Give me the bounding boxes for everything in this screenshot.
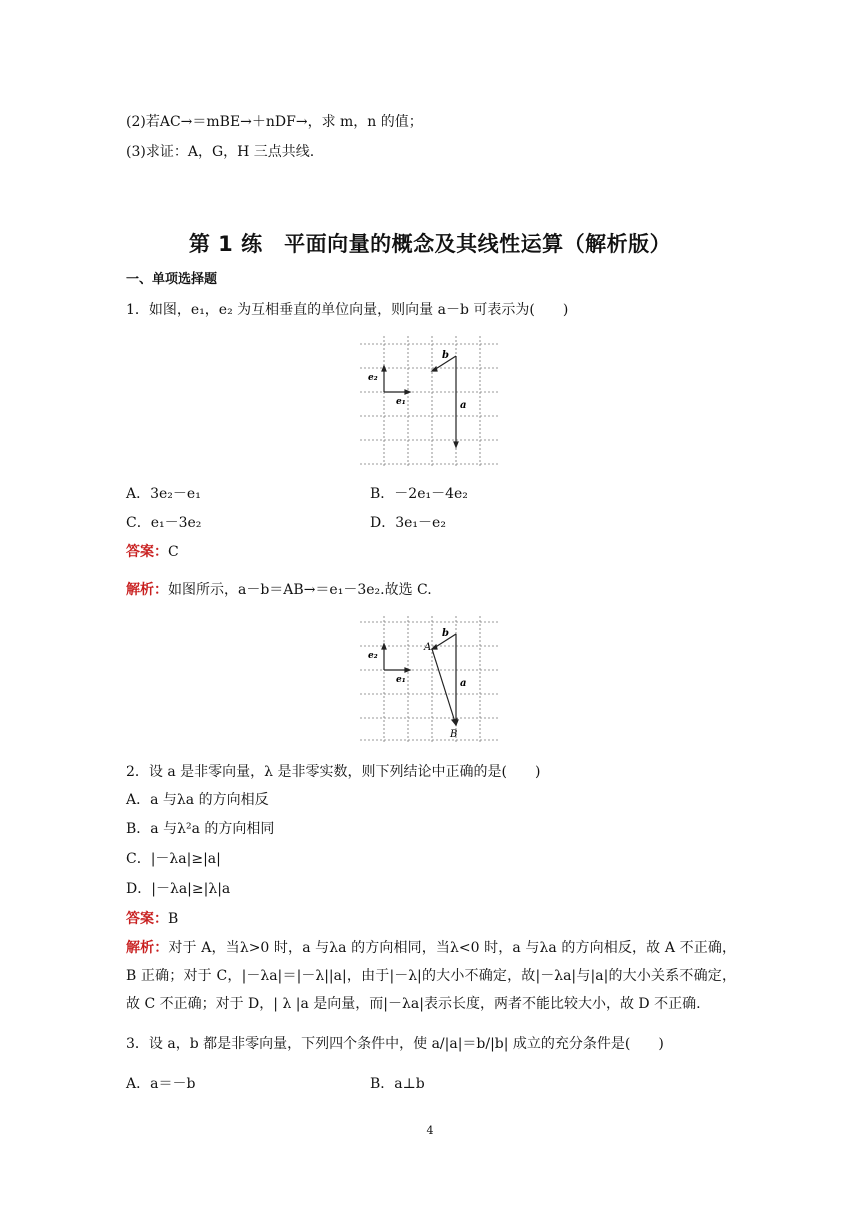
- q2-option-d: D．|－λa|≥|λ|a: [126, 881, 231, 897]
- answer-value: C: [168, 544, 179, 560]
- q2-option-b: B．a 与λ²a 的方向相同: [126, 821, 275, 837]
- label-e1: e₁: [396, 397, 406, 407]
- q1-option-a: A．3e₂－e₁: [126, 486, 201, 502]
- answer-label: 答案：: [126, 544, 168, 560]
- analysis-text: 对于 A，当λ>0 时，a 与λa 的方向相同，当λ<0 时，a 与λa 的方向相反，故 A 不正确，B 正确；对于 C，|－λa|＝|－λ||a|，由于|－λ|的大小不确定，故|－λa|与|a|的大小关系不确定，故 C 不正确；对于 D，| λ |a 是向量，而|－λa|表示长度，两者不能比较大小，故 D 不正确.: [126, 940, 736, 1012]
- analysis-text: 如图所示，a－b＝AB→＝e₁－3e₂.故选 C.: [168, 582, 432, 598]
- label-point-b: B: [450, 729, 458, 740]
- question-part-2: (2)若AC→＝mBE→＋nDF→，求 m，n 的值；: [126, 114, 423, 130]
- q2-option-a: A．a 与λa 的方向相反: [126, 792, 269, 808]
- q2-answer: [126, 909, 178, 929]
- q3-option-a: A．a＝－b: [126, 1076, 196, 1092]
- label-b: b: [442, 628, 449, 639]
- label-a: a: [460, 400, 467, 411]
- answer-value: B: [168, 911, 179, 927]
- label-a: a: [460, 678, 467, 689]
- question-part-3: (3)求证：A，G，H 三点共线.: [126, 144, 315, 160]
- section-heading: 一、单项选择题: [126, 272, 218, 287]
- q1-analysis: [126, 580, 432, 600]
- q1-figure: [360, 336, 500, 466]
- q1-solution-figure: [360, 616, 500, 744]
- label-e2: e₂: [368, 373, 378, 383]
- q1-option-d: D．3e₁－e₂: [370, 515, 446, 531]
- q1-stem: 1．如图，e₁，e₂ 为互相垂直的单位向量，则向量 a－b 可表示为( ): [126, 302, 569, 318]
- q2-analysis: [126, 934, 736, 1018]
- analysis-label: 解析：: [126, 582, 168, 598]
- q1-answer: [126, 542, 179, 562]
- page-number: 4: [426, 1124, 434, 1137]
- q2-stem: 2．设 a 是非零向量，λ 是非零实数，则下列结论中正确的是( ): [126, 764, 541, 780]
- q1-option-b: B．－2e₁－4e₂: [370, 486, 468, 502]
- label-e1: e₁: [396, 675, 406, 685]
- analysis-label: 解析：: [126, 940, 169, 956]
- q1-option-c: C．e₁－3e₂: [126, 515, 202, 531]
- label-e2: e₂: [368, 651, 378, 661]
- q2-option-c: C．|－λa|≥|a|: [126, 851, 221, 867]
- q3-option-b: B．a⊥b: [370, 1076, 425, 1092]
- label-b: b: [442, 350, 449, 361]
- answer-label: 答案：: [126, 911, 168, 927]
- q3-stem: 3．设 a，b 都是非零向量，下列四个条件中，使 a/|a|＝b/|b| 成立的充分条件是( ): [126, 1036, 664, 1052]
- label-point-a: A: [424, 642, 432, 653]
- page-title: 第 1 练 平面向量的概念及其线性运算（解析版）: [188, 232, 672, 256]
